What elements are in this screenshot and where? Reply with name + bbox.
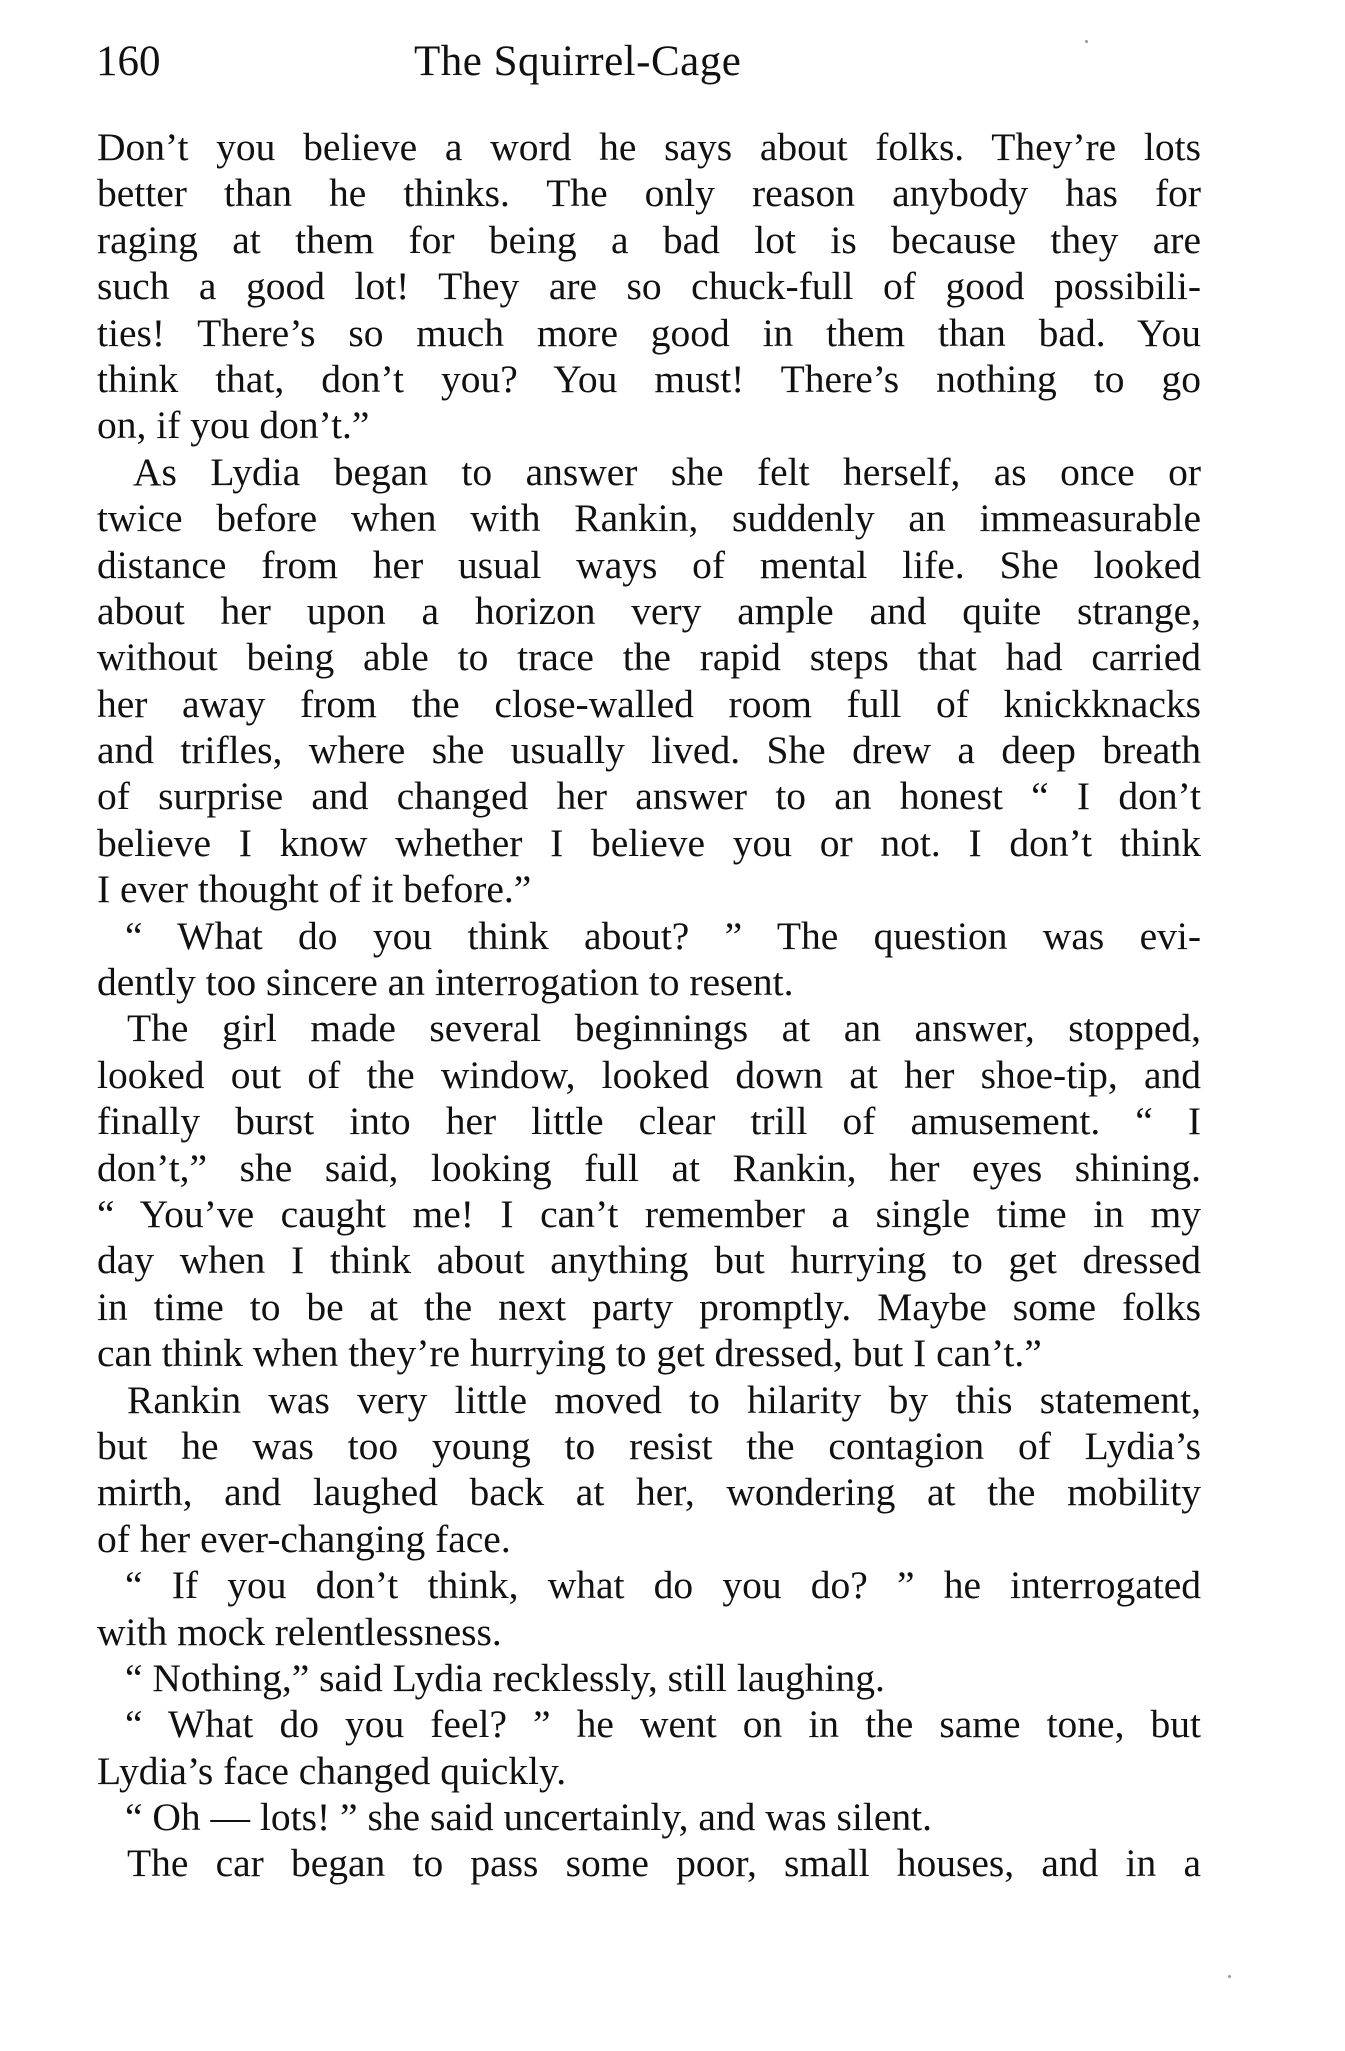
text-line: and trifles, where she usually lived. She drew a deep breath — [97, 728, 1201, 773]
text-line: of her ever-changing face. — [97, 1516, 511, 1561]
text-line: of surprise and changed her answer to an honest “ I don’t — [97, 774, 1201, 819]
text-line: mirth, and laughed back at her, wondering at the mobility — [97, 1470, 1201, 1515]
text-line: distance from her usual ways of mental life. She looked — [97, 542, 1201, 587]
text-line: ties! There’s so much more good in them than bad. You — [97, 310, 1201, 355]
text-line: As Lydia began to answer she felt herself, as once or — [133, 449, 1201, 494]
text-line: twice before when with Rankin, suddenly an immeasurable — [97, 496, 1201, 541]
text-line: looked out of the window, looked down at her shoe-tip, and — [97, 1052, 1201, 1097]
text-line: Lydia’s face changed quickly. — [97, 1748, 567, 1793]
text-line: such a good lot! They are so chuck-full of good possibili- — [97, 264, 1201, 309]
text-line: but he was too young to resist the contagion of Lydia’s — [97, 1423, 1201, 1468]
paper-speck — [1085, 40, 1088, 43]
text-line: about her upon a horizon very ample and quite strange, — [97, 588, 1201, 633]
text-line: The car began to pass some poor, small houses, and in a — [127, 1841, 1201, 1886]
text-line: better than he thinks. The only reason anybody has for — [97, 171, 1201, 216]
text-line: I ever thought of it before.” — [97, 867, 532, 912]
text-line: “ What do you feel? ” he went on in the same tone, but — [125, 1702, 1201, 1747]
running-head: The Squirrel-Cage — [414, 38, 742, 85]
text-line: with mock relentlessness. — [97, 1609, 502, 1654]
text-line: The girl made several beginnings at an answer, stopped, — [127, 1006, 1201, 1051]
page-header — [96, 32, 1196, 92]
text-line: “ If you don’t think, what do you do? ” he interrogated — [125, 1563, 1201, 1608]
body-text — [97, 124, 1201, 1887]
text-line: Rankin was very little moved to hilarity by this statement, — [127, 1377, 1201, 1422]
text-line: day when I think about anything but hurrying to get dressed — [97, 1238, 1201, 1283]
text-line: believe I know whether I believe you or not. I don’t think — [97, 820, 1201, 865]
text-line: raging at them for being a bad lot is because they are — [97, 217, 1201, 262]
text-line: finally burst into her little clear trill of amusement. “ I — [97, 1099, 1201, 1144]
text-line: can think when they’re hurrying to get dressed, but I can’t.” — [97, 1331, 1042, 1376]
paper-speck — [1228, 1975, 1231, 1978]
text-line: dently too sincere an interrogation to resent. — [97, 960, 794, 1005]
text-line: Don’t you believe a word he says about folks. They’re lots — [97, 125, 1201, 169]
text-line: don’t,” she said, looking full at Rankin, her eyes shining. — [97, 1145, 1201, 1190]
text-line: “ Oh — lots! ” she said uncertainly, and was silent. — [125, 1795, 932, 1840]
text-line: think that, don’t you? You must! There’s nothing to go — [97, 356, 1201, 401]
text-line: without being able to trace the rapid steps that had carried — [97, 635, 1201, 680]
text-line: “ Nothing,” said Lydia recklessly, still laughing. — [125, 1655, 885, 1700]
text-line: on, if you don’t.” — [97, 403, 370, 448]
text-line: “ What do you think about? ” The question was evi- — [125, 913, 1201, 958]
page-number: 160 — [96, 38, 161, 85]
text-line: “ You’ve caught me! I can’t remember a single time in my — [97, 1191, 1201, 1236]
text-line: her away from the close-walled room full of knickknacks — [97, 681, 1201, 726]
text-line: in time to be at the next party promptly. Maybe some folks — [97, 1284, 1201, 1329]
